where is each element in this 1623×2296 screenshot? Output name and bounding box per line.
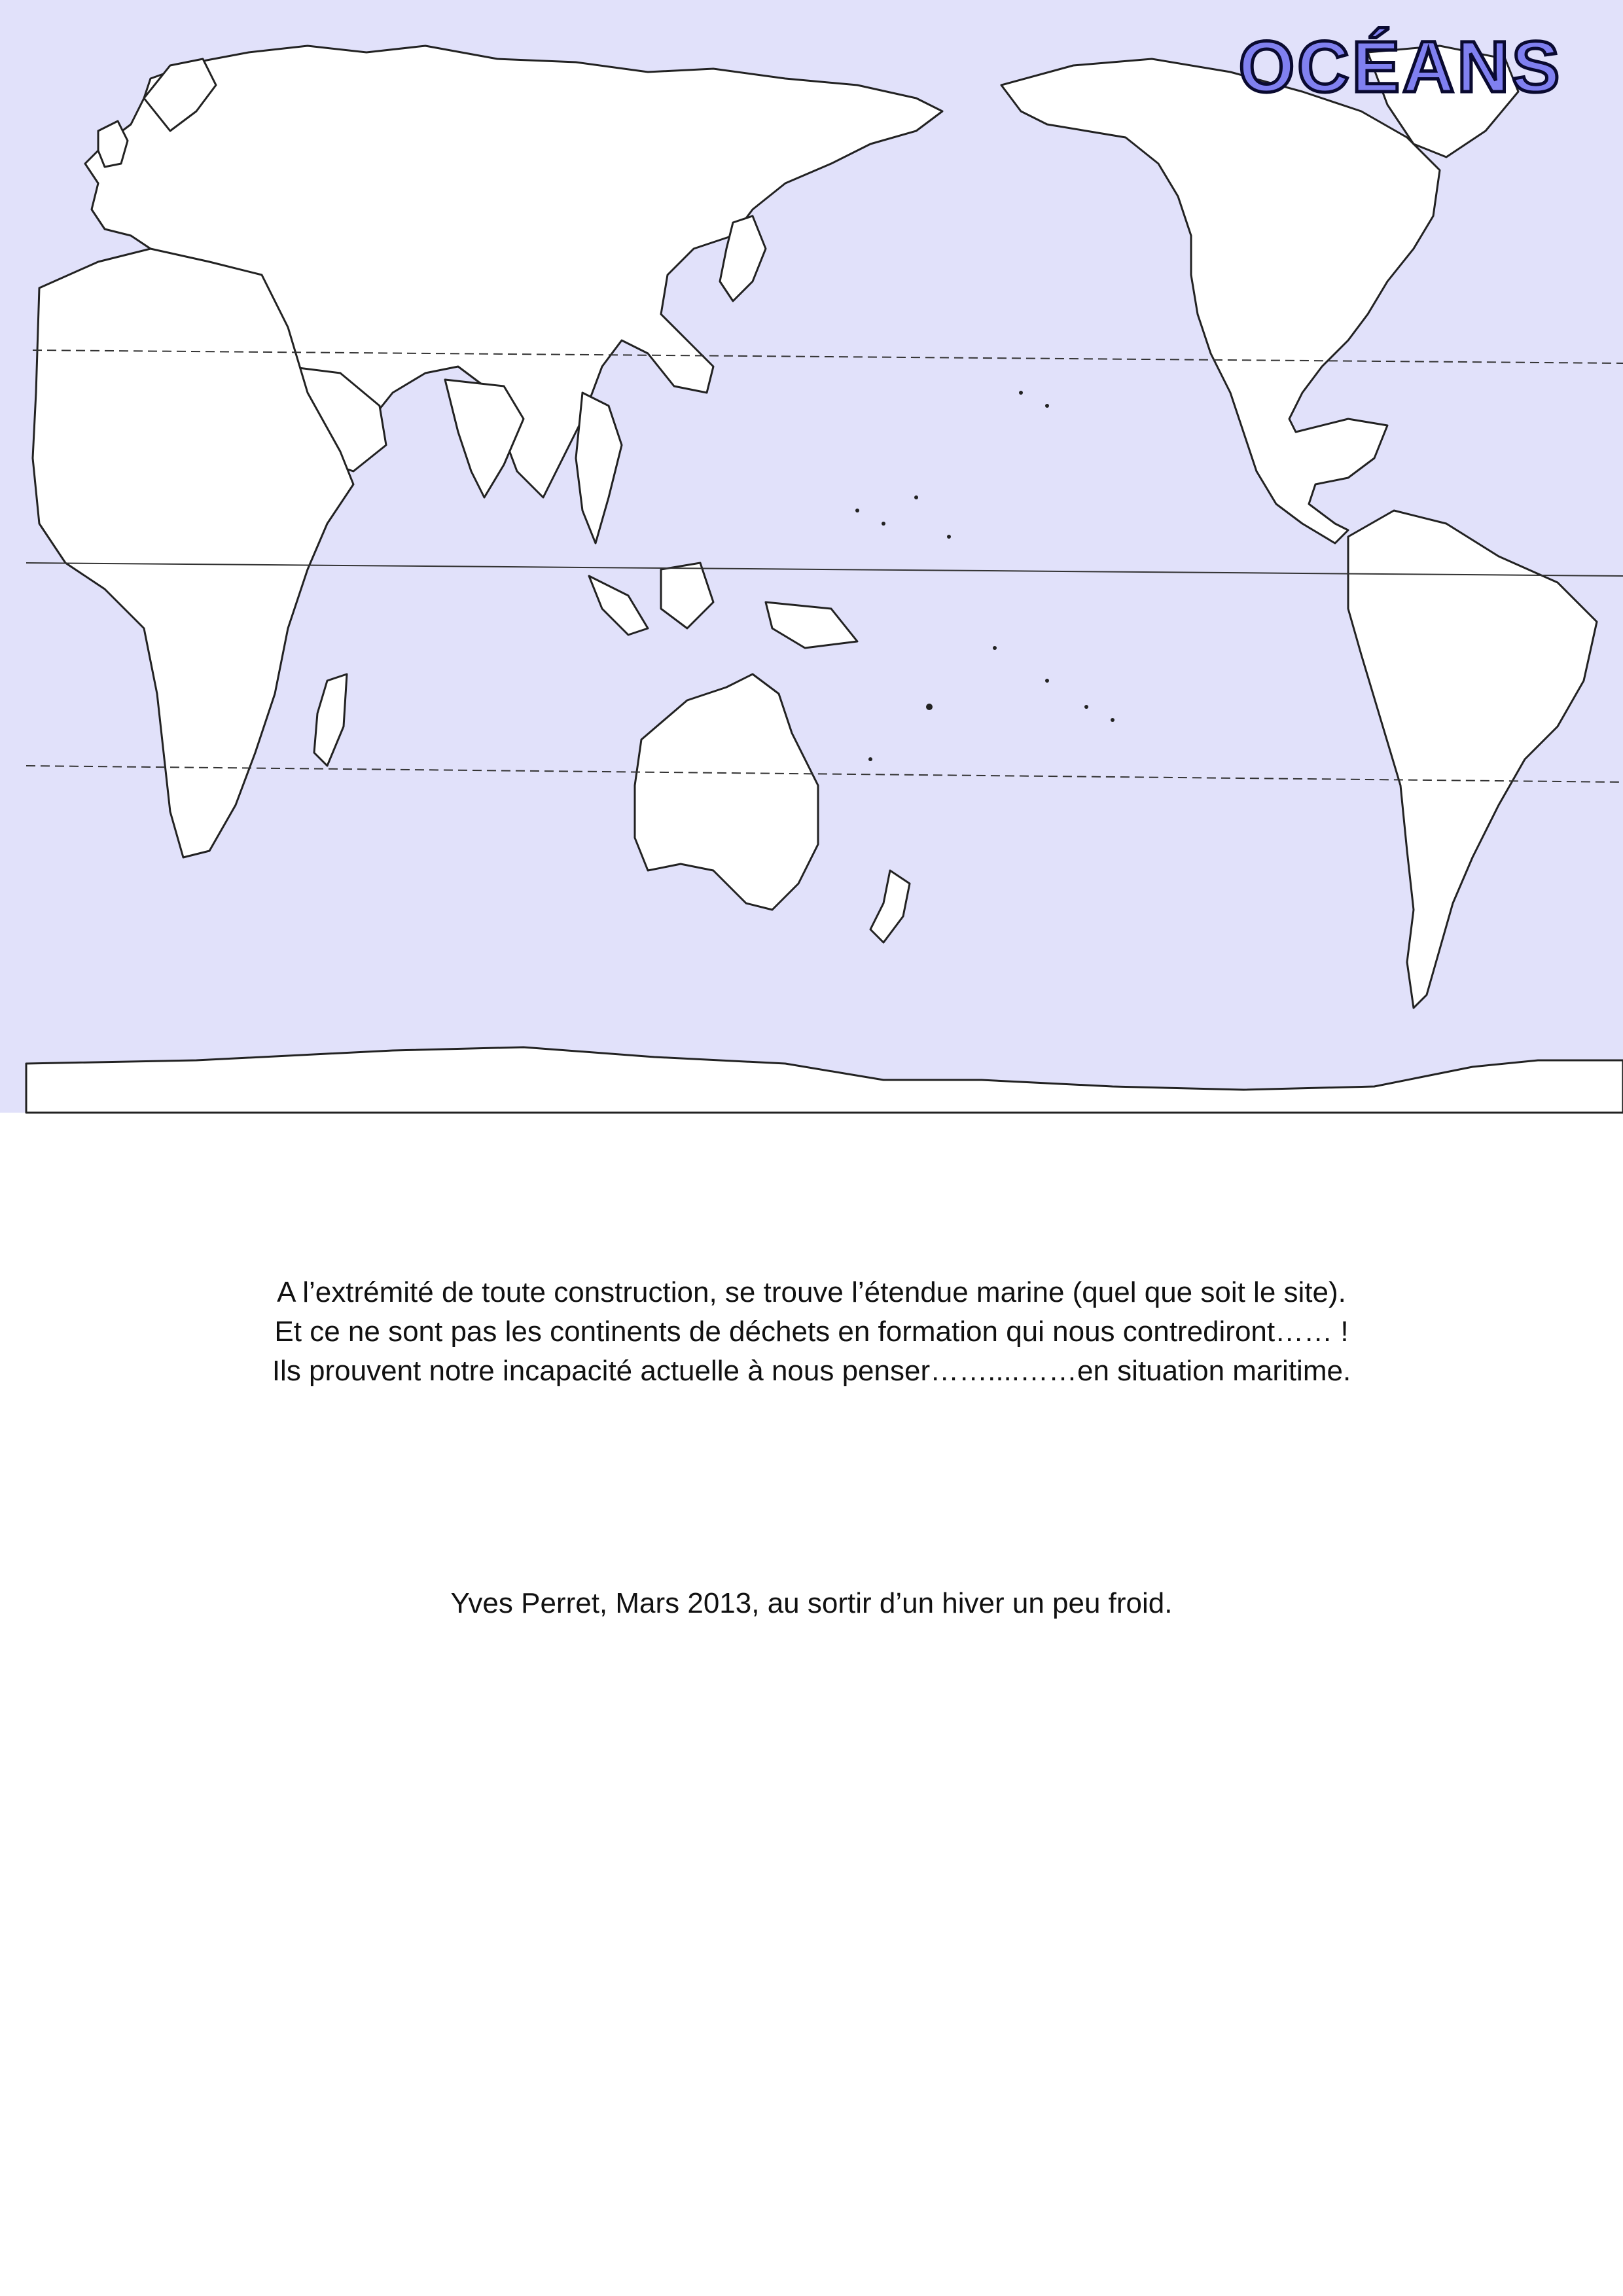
- world-map: [0, 0, 1623, 1142]
- signature: Yves Perret, Mars 2013, au sortir d’un hiver un peu froid.: [450, 1587, 1173, 1619]
- caption-line-1: A l’extrémité de toute construction, se trouve l’étendue marine (quel que soit le site).: [277, 1276, 1346, 1308]
- caption-line-2: Et ce ne sont pas les continents de déchets en formation qui nous contrediront…… !: [274, 1316, 1349, 1348]
- caption-block: [0, 1273, 1623, 1391]
- caption-line-3: Ils prouvent notre incapacité actuelle à nous penser……....……en situation maritime.: [272, 1355, 1351, 1387]
- map-title: OCÉANS: [1238, 27, 1563, 107]
- map-title-badge: [1204, 26, 1597, 111]
- page-margin: [0, 1113, 1623, 1142]
